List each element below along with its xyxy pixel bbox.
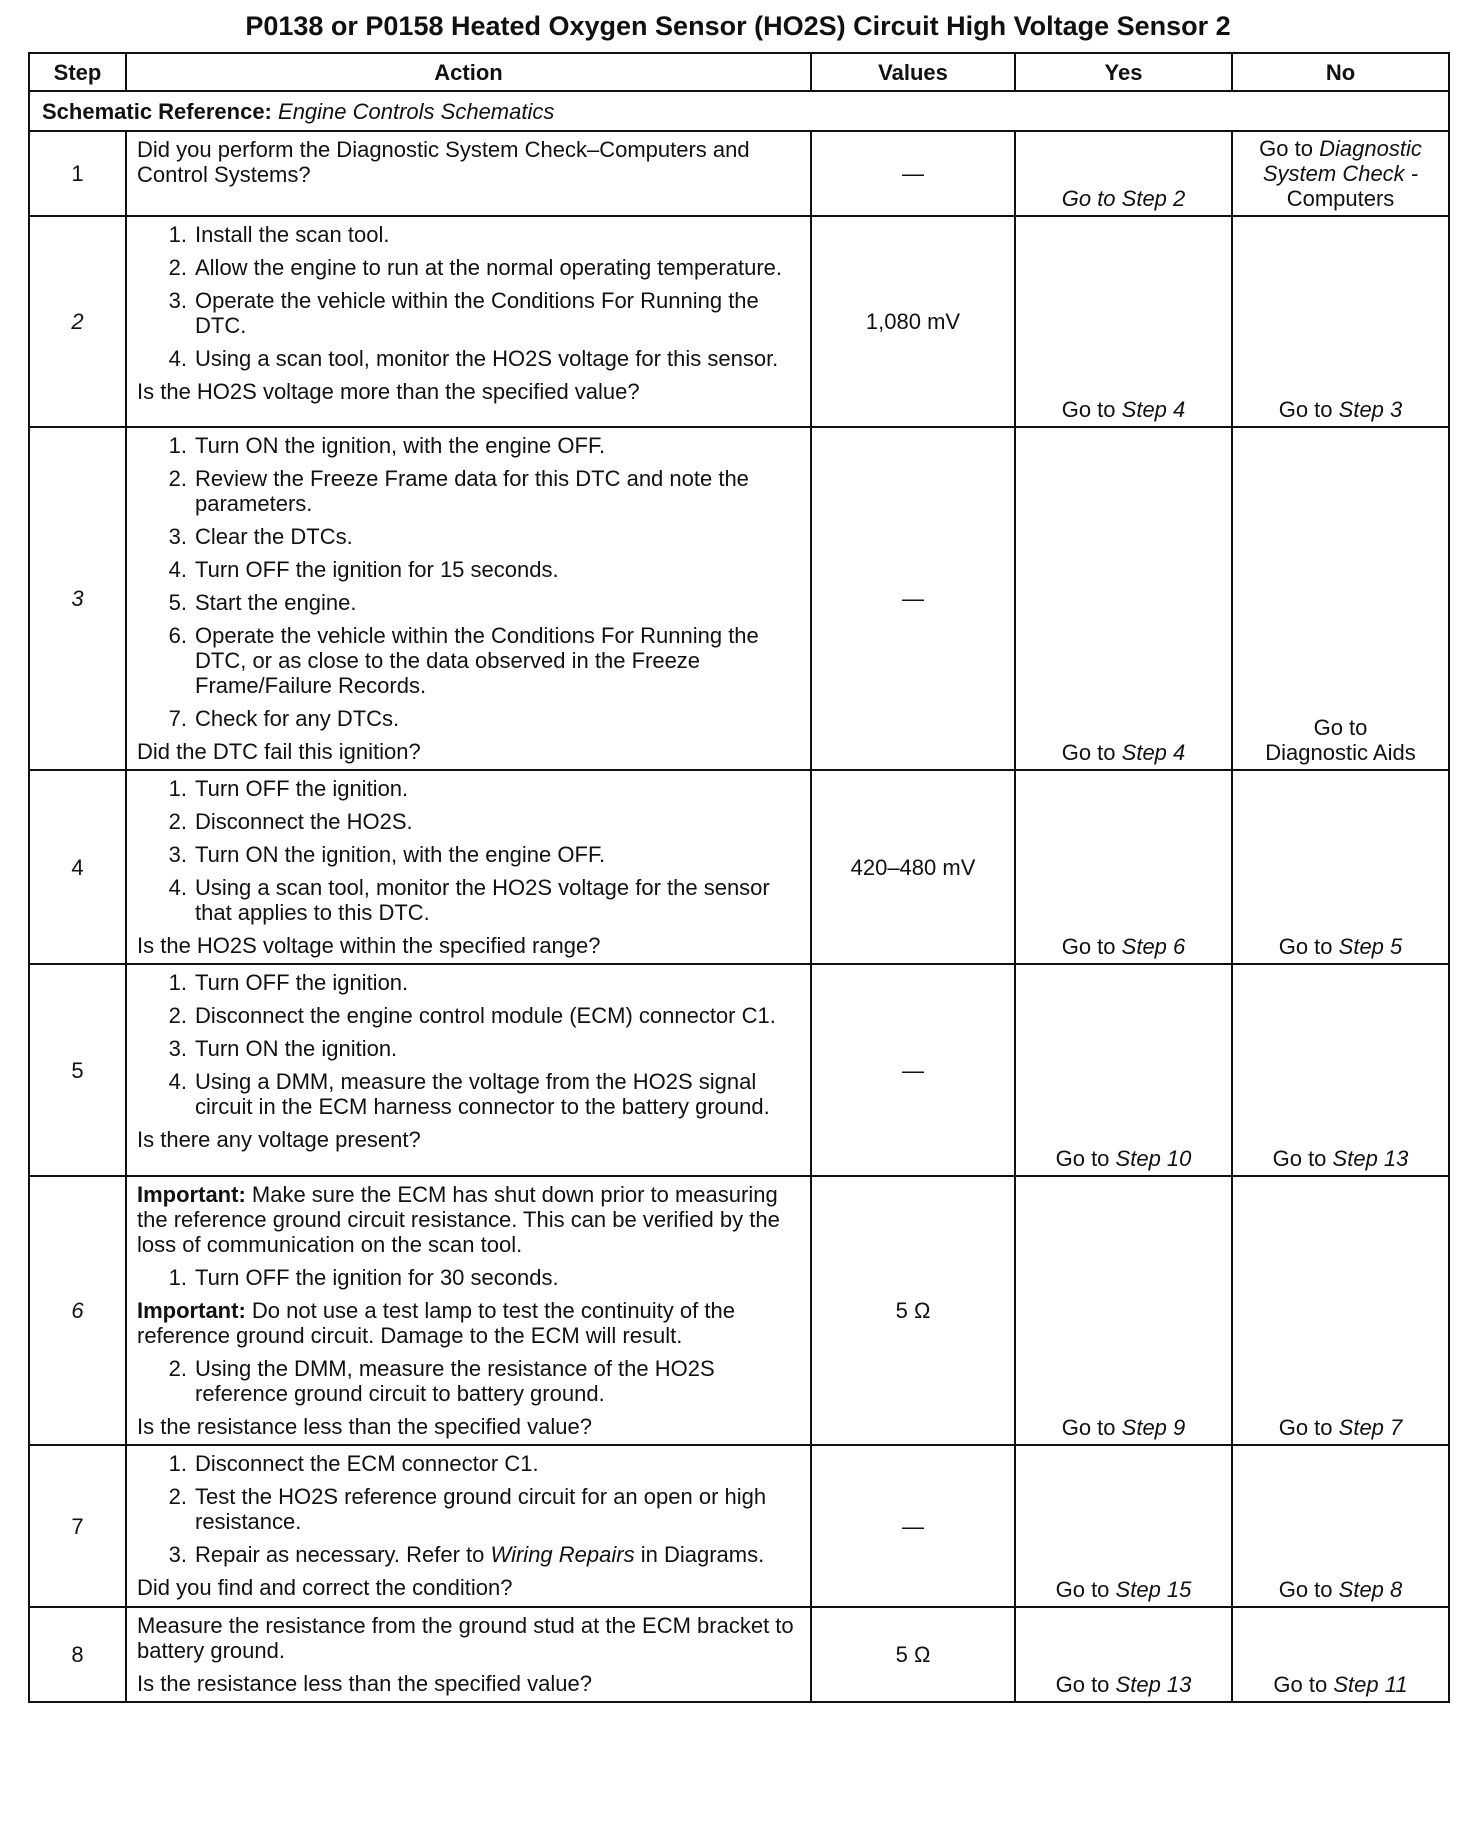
list-item: 3. Turn ON the ignition, with the engine OFF.: [168, 842, 606, 867]
list-item: 7. Check for any DTCs.: [168, 706, 400, 731]
schematic-reference: [29, 91, 1449, 131]
yes-link[interactable]: Step 10: [1115, 1146, 1192, 1171]
important-note: Important: Do not use a test lamp to test the continuity of the reference ground circuit. Damage to the ECM will result.: [137, 1298, 735, 1348]
table-row: [29, 1607, 1449, 1702]
question-text: Did you find and correct the condition?: [137, 1575, 513, 1600]
value-cell: —: [811, 1445, 1015, 1607]
step-number: 7: [29, 1445, 126, 1607]
list-item: 2. Allow the engine to run at the normal operating temperature.: [168, 255, 783, 280]
yes-link[interactable]: Step 15: [1115, 1577, 1192, 1602]
table-row: [29, 964, 1449, 1176]
value-cell: 5 Ω: [811, 1176, 1015, 1445]
list-item: 1. Turn OFF the ignition.: [168, 776, 409, 801]
header-step: Step: [29, 53, 126, 91]
header-action: Action: [126, 53, 811, 91]
yes-cell[interactable]: Go to Step 15: [1015, 1445, 1232, 1607]
list-item: 2. Test the HO2S reference ground circuit for an open or high resistance.: [168, 1484, 767, 1534]
no-link[interactable]: Step 7: [1338, 1415, 1403, 1440]
no-link[interactable]: Step 13: [1332, 1146, 1409, 1171]
question-text: Is the HO2S voltage within the specified range?: [137, 933, 601, 958]
step-number: 2: [29, 216, 126, 427]
no-link-prefix: Go to: [1259, 136, 1313, 161]
list-item: 2. Disconnect the engine control module (ECM) connector C1.: [168, 1003, 776, 1028]
wiring-repairs-link[interactable]: Wiring Repairs: [490, 1542, 635, 1567]
list-item: 3. Repair as necessary. Refer to Wiring Repairs in Diagrams.: [168, 1542, 765, 1567]
question-text: Is the HO2S voltage more than the specified value?: [137, 379, 640, 404]
question-text: Is there any voltage present?: [137, 1127, 421, 1152]
list-item: 3. Turn ON the ignition.: [168, 1036, 398, 1061]
value-cell: —: [811, 427, 1015, 770]
important-note: Important: Make sure the ECM has shut down prior to measuring the reference ground circuit resistance. This can be verified by the loss of communication on the scan tool.: [137, 1182, 780, 1257]
question-text: Is the resistance less than the specified value?: [137, 1414, 592, 1439]
no-cell[interactable]: [1232, 131, 1449, 216]
schematic-reference-label: Schematic Reference:: [42, 98, 272, 124]
table-header-row: [29, 53, 1449, 91]
header-values: Values: [811, 53, 1015, 91]
list-item: 1. Disconnect the ECM connector C1.: [168, 1451, 539, 1476]
yes-cell[interactable]: Go to Step 6: [1015, 770, 1232, 964]
diagnostic-table: [28, 52, 1450, 1703]
header-no: No: [1232, 53, 1449, 91]
yes-link[interactable]: Step 13: [1115, 1672, 1192, 1697]
page-title: P0138 or P0158 Heated Oxygen Sensor (HO2S) Circuit High Voltage Sensor 2: [245, 11, 1231, 41]
list-item: 1. Install the scan tool.: [168, 222, 390, 247]
no-link-italic[interactable]: Diagnostic System Check -: [1262, 136, 1422, 186]
instruction-text: Measure the resistance from the ground stud at the ECM bracket to battery ground.: [137, 1613, 794, 1663]
no-link-suffix: Computers: [1286, 186, 1395, 211]
action-cell: [126, 1176, 811, 1445]
list-item: 2. Using the DMM, measure the resistance of the HO2S reference ground circuit to battery ground.: [168, 1356, 715, 1406]
yes-cell[interactable]: Go to Step 10: [1015, 964, 1232, 1176]
step-number: 8: [29, 1607, 126, 1702]
value-cell: 420–480 mV: [811, 770, 1015, 964]
step-number: 6: [29, 1176, 126, 1445]
yes-cell[interactable]: Go to Step 4: [1015, 216, 1232, 427]
header-yes: Yes: [1015, 53, 1232, 91]
yes-link[interactable]: Step 6: [1121, 934, 1186, 959]
no-cell[interactable]: Go to Step 3: [1232, 216, 1449, 427]
question-text: Did the DTC fail this ignition?: [137, 739, 421, 764]
question-text: Did you perform the Diagnostic System Check–Computers and Control Systems?: [137, 137, 750, 187]
yes-cell[interactable]: Go to Step 13: [1015, 1607, 1232, 1702]
no-link[interactable]: Step 3: [1338, 397, 1403, 422]
value-cell: —: [811, 964, 1015, 1176]
action-cell: [126, 131, 811, 216]
yes-cell[interactable]: Go to Step 4: [1015, 427, 1232, 770]
no-cell[interactable]: Go to Step 5: [1232, 770, 1449, 964]
table-row: [29, 1176, 1449, 1445]
action-cell: [126, 770, 811, 964]
action-cell: [126, 964, 811, 1176]
step-number: 5: [29, 964, 126, 1176]
yes-cell[interactable]: Go to Step 9: [1015, 1176, 1232, 1445]
no-cell[interactable]: Go to Step 7: [1232, 1176, 1449, 1445]
step-number: 3: [29, 427, 126, 770]
table-row: [29, 216, 1449, 427]
action-cell: [126, 216, 811, 427]
list-item: 3. Clear the DTCs.: [168, 524, 353, 549]
no-cell[interactable]: Go to Step 8: [1232, 1445, 1449, 1607]
schematic-reference-link[interactable]: Engine Controls Schematics: [278, 98, 555, 124]
no-cell[interactable]: Go to Diagnostic Aids: [1232, 427, 1449, 770]
list-item: 4. Turn OFF the ignition for 15 seconds.: [168, 557, 559, 582]
list-item: 2. Disconnect the HO2S.: [168, 809, 413, 834]
yes-cell[interactable]: [1015, 131, 1232, 216]
no-cell[interactable]: Go to Step 13: [1232, 964, 1449, 1176]
no-cell[interactable]: Go to Step 11: [1232, 1607, 1449, 1702]
step-number: 4: [29, 770, 126, 964]
yes-link[interactable]: Step 9: [1121, 1415, 1186, 1440]
list-item: 6. Operate the vehicle within the Conditions For Running the DTC, or as close to the data observed in the Freeze Frame/Failure Records.: [168, 623, 759, 698]
question-text: Is the resistance less than the specified value?: [137, 1671, 592, 1696]
yes-link[interactable]: Step 4: [1121, 397, 1186, 422]
list-item: 1. Turn OFF the ignition for 30 seconds.: [168, 1265, 559, 1290]
schematic-reference-row: [29, 91, 1449, 131]
list-item: 5. Start the engine.: [168, 590, 357, 615]
no-link[interactable]: Step 11: [1333, 1672, 1408, 1697]
list-item: 4. Using a scan tool, monitor the HO2S voltage for the sensor that applies to this DTC.: [168, 875, 770, 925]
action-cell: [126, 1607, 811, 1702]
no-link[interactable]: Diagnostic Aids: [1265, 740, 1416, 765]
value-cell: —: [811, 131, 1015, 216]
action-cell: [126, 1445, 811, 1607]
no-link[interactable]: Step 8: [1338, 1577, 1403, 1602]
yes-link[interactable]: Step 4: [1121, 740, 1186, 765]
no-link[interactable]: Step 5: [1338, 934, 1403, 959]
value-cell: 1,080 mV: [811, 216, 1015, 427]
value-cell: 5 Ω: [811, 1607, 1015, 1702]
list-item: 1. Turn ON the ignition, with the engine OFF.: [168, 433, 606, 458]
action-cell: [126, 427, 811, 770]
list-item: 2. Review the Freeze Frame data for this DTC and note the parameters.: [168, 466, 749, 516]
table-row: [29, 1445, 1449, 1607]
yes-link[interactable]: Go to Step 2: [1061, 186, 1186, 211]
list-item: 1. Turn OFF the ignition.: [168, 970, 409, 995]
list-item: 4. Using a scan tool, monitor the HO2S voltage for this sensor.: [168, 346, 779, 371]
step-number: 1: [29, 131, 126, 216]
list-item: 4. Using a DMM, measure the voltage from the HO2S signal circuit in the ECM harness connector to the battery ground.: [168, 1069, 770, 1119]
table-row: [29, 770, 1449, 964]
table-row: [29, 131, 1449, 216]
table-row: [29, 427, 1449, 770]
list-item: 3. Operate the vehicle within the Conditions For Running the DTC.: [168, 288, 759, 338]
